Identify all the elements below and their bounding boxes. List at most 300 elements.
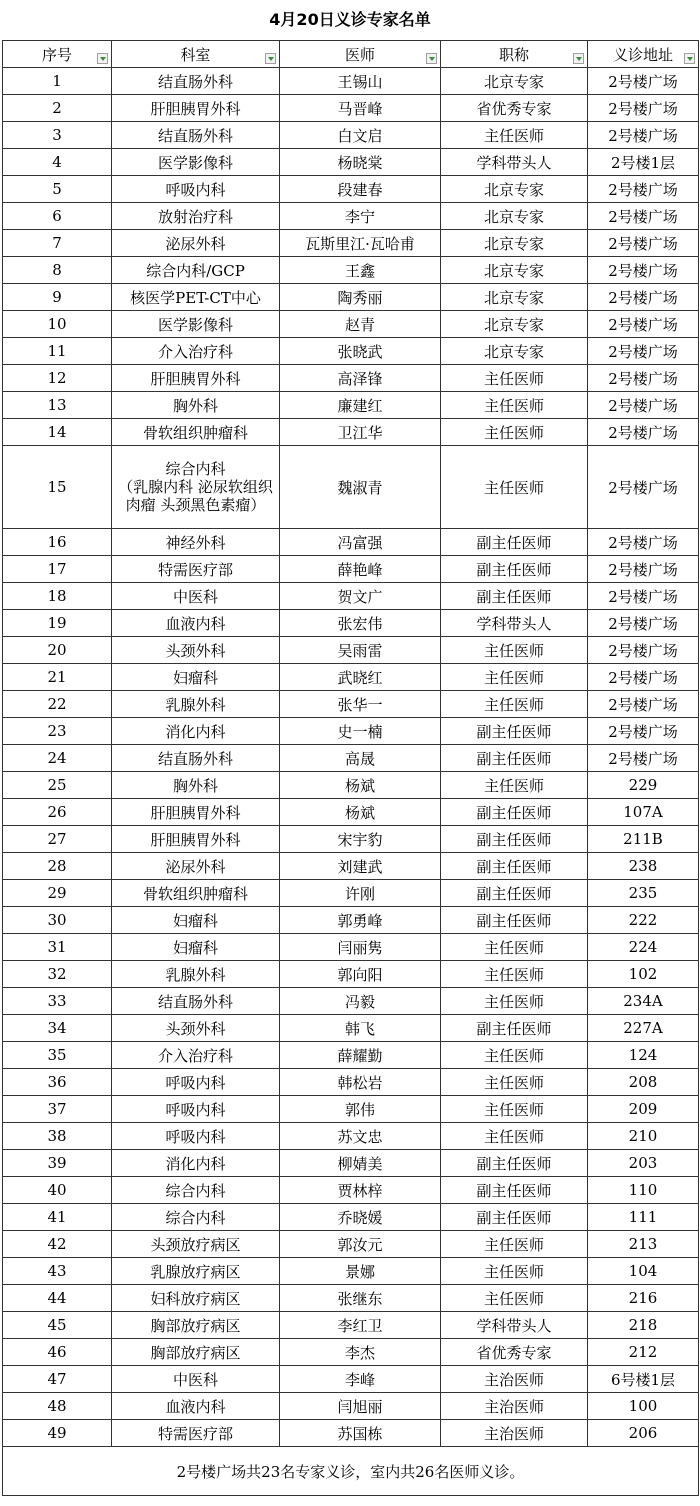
cell-department[interactable]: 呼吸内科 <box>112 176 280 203</box>
cell-department[interactable]: 综合内科 <box>112 1177 280 1204</box>
cell-title[interactable]: 主任医师 <box>441 365 588 392</box>
cell-department[interactable]: 结直肠外科 <box>112 68 280 95</box>
cell-title[interactable]: 北京专家 <box>441 230 588 257</box>
cell-index[interactable]: 37 <box>3 1096 112 1123</box>
cell-title[interactable]: 副主任医师 <box>441 1015 588 1042</box>
cell-title[interactable]: 主任医师 <box>441 934 588 961</box>
cell-index[interactable]: 5 <box>3 176 112 203</box>
cell-doctor[interactable]: 武晓红 <box>280 664 441 691</box>
cell-department[interactable]: 神经外科 <box>112 529 280 556</box>
cell-location[interactable]: 2号楼广场 <box>588 745 699 772</box>
cell-department[interactable]: 乳腺放疗病区 <box>112 1258 280 1285</box>
table-row <box>3 446 699 529</box>
cell-location[interactable]: 110 <box>588 1177 699 1204</box>
table-row <box>3 1339 699 1366</box>
cell-department[interactable]: 妇瘤科 <box>112 664 280 691</box>
cell-title[interactable]: 副主任医师 <box>441 1204 588 1231</box>
cell-title[interactable]: 主治医师 <box>441 1393 588 1420</box>
cell-index[interactable]: 22 <box>3 691 112 718</box>
cell-index[interactable]: 30 <box>3 907 112 934</box>
cell-location[interactable]: 2号楼广场 <box>588 529 699 556</box>
cell-location[interactable]: 2号楼1层 <box>588 149 699 176</box>
cell-doctor[interactable]: 郭伟 <box>280 1096 441 1123</box>
cell-index[interactable]: 43 <box>3 1258 112 1285</box>
cell-doctor[interactable]: 冯毅 <box>280 988 441 1015</box>
cell-title[interactable]: 副主任医师 <box>441 529 588 556</box>
cell-location[interactable]: 212 <box>588 1339 699 1366</box>
cell-department[interactable]: 泌尿外科 <box>112 230 280 257</box>
cell-department[interactable]: 头颈放疗病区 <box>112 1231 280 1258</box>
cell-title[interactable]: 主任医师 <box>441 419 588 446</box>
cell-index[interactable]: 33 <box>3 988 112 1015</box>
cell-location[interactable]: 107A <box>588 799 699 826</box>
cell-title[interactable]: 学科带头人 <box>441 149 588 176</box>
cell-doctor[interactable]: 段建春 <box>280 176 441 203</box>
cell-index[interactable]: 10 <box>3 311 112 338</box>
table-row <box>3 1069 699 1096</box>
cell-doctor[interactable]: 郭汝元 <box>280 1231 441 1258</box>
table-row <box>3 284 699 311</box>
cell-doctor[interactable]: 景娜 <box>280 1258 441 1285</box>
cell-title[interactable]: 主治医师 <box>441 1366 588 1393</box>
cell-location[interactable]: 2号楼广场 <box>588 610 699 637</box>
cell-department[interactable]: 泌尿外科 <box>112 853 280 880</box>
table-row <box>3 1312 699 1339</box>
cell-doctor[interactable]: 薛耀勤 <box>280 1042 441 1069</box>
cell-title[interactable]: 学科带头人 <box>441 1312 588 1339</box>
table-row <box>3 1096 699 1123</box>
cell-index[interactable]: 14 <box>3 419 112 446</box>
cell-location[interactable]: 104 <box>588 1258 699 1285</box>
cell-doctor[interactable]: 李杰 <box>280 1339 441 1366</box>
cell-doctor[interactable]: 闫旭丽 <box>280 1393 441 1420</box>
table-row <box>3 392 699 419</box>
cell-location[interactable]: 210 <box>588 1123 699 1150</box>
cell-department[interactable]: 医学影像科 <box>112 149 280 176</box>
cell-index[interactable]: 7 <box>3 230 112 257</box>
cell-doctor[interactable]: 廉建红 <box>280 392 441 419</box>
cell-title[interactable]: 北京专家 <box>441 311 588 338</box>
cell-index[interactable]: 38 <box>3 1123 112 1150</box>
cell-department[interactable]: 中医科 <box>112 1366 280 1393</box>
cell-location[interactable]: 2号楼广场 <box>588 664 699 691</box>
cell-department[interactable]: 肝胆胰胃外科 <box>112 799 280 826</box>
cell-location[interactable]: 2号楼广场 <box>588 392 699 419</box>
cell-department[interactable]: 头颈外科 <box>112 1015 280 1042</box>
cell-index[interactable]: 12 <box>3 365 112 392</box>
cell-location[interactable]: 229 <box>588 772 699 799</box>
table-row <box>3 419 699 446</box>
cell-department[interactable]: 妇瘤科 <box>112 907 280 934</box>
table-row <box>3 934 699 961</box>
cell-location[interactable]: 208 <box>588 1069 699 1096</box>
cell-title[interactable]: 北京专家 <box>441 257 588 284</box>
cell-doctor[interactable]: 史一楠 <box>280 718 441 745</box>
cell-doctor[interactable]: 许刚 <box>280 880 441 907</box>
cell-title[interactable]: 主任医师 <box>441 1123 588 1150</box>
cell-doctor[interactable]: 马晋峰 <box>280 95 441 122</box>
cell-location[interactable]: 2号楼广场 <box>588 691 699 718</box>
cell-department[interactable]: 肝胆胰胃外科 <box>112 95 280 122</box>
cell-index[interactable]: 1 <box>3 68 112 95</box>
cell-doctor[interactable]: 乔晓媛 <box>280 1204 441 1231</box>
cell-title[interactable]: 主任医师 <box>441 122 588 149</box>
cell-doctor[interactable]: 冯富强 <box>280 529 441 556</box>
cell-doctor[interactable]: 杨晓棠 <box>280 149 441 176</box>
cell-department[interactable]: 呼吸内科 <box>112 1123 280 1150</box>
cell-location[interactable]: 218 <box>588 1312 699 1339</box>
cell-index[interactable]: 15 <box>3 446 112 529</box>
cell-index[interactable]: 2 <box>3 95 112 122</box>
table-row <box>3 826 699 853</box>
cell-doctor[interactable]: 张晓武 <box>280 338 441 365</box>
cell-department[interactable]: 医学影像科 <box>112 311 280 338</box>
cell-doctor[interactable]: 贺文广 <box>280 583 441 610</box>
cell-index[interactable]: 8 <box>3 257 112 284</box>
cell-doctor[interactable]: 薛艳峰 <box>280 556 441 583</box>
cell-location[interactable]: 234A <box>588 988 699 1015</box>
cell-title[interactable]: 北京专家 <box>441 203 588 230</box>
cell-location[interactable]: 2号楼广场 <box>588 446 699 529</box>
cell-title[interactable]: 主任医师 <box>441 1069 588 1096</box>
cell-department[interactable]: 肝胆胰胃外科 <box>112 826 280 853</box>
cell-location[interactable]: 227A <box>588 1015 699 1042</box>
cell-doctor[interactable]: 贾林梓 <box>280 1177 441 1204</box>
cell-department[interactable]: 妇瘤科 <box>112 934 280 961</box>
cell-doctor[interactable]: 杨斌 <box>280 772 441 799</box>
cell-title[interactable]: 副主任医师 <box>441 718 588 745</box>
cell-location[interactable]: 235 <box>588 880 699 907</box>
cell-department[interactable]: 综合内科 <box>112 1204 280 1231</box>
cell-title[interactable]: 副主任医师 <box>441 880 588 907</box>
cell-index[interactable]: 34 <box>3 1015 112 1042</box>
cell-location[interactable]: 2号楼广场 <box>588 68 699 95</box>
cell-department[interactable]: 血液内科 <box>112 1393 280 1420</box>
cell-index[interactable]: 36 <box>3 1069 112 1096</box>
table-row <box>3 311 699 338</box>
cell-index[interactable]: 26 <box>3 799 112 826</box>
cell-title[interactable]: 主任医师 <box>441 961 588 988</box>
cell-doctor[interactable]: 苏文忠 <box>280 1123 441 1150</box>
cell-location[interactable]: 2号楼广场 <box>588 203 699 230</box>
table-row <box>3 1123 699 1150</box>
cell-doctor[interactable]: 陶秀丽 <box>280 284 441 311</box>
cell-index[interactable]: 39 <box>3 1150 112 1177</box>
cell-index[interactable]: 6 <box>3 203 112 230</box>
cell-title[interactable]: 北京专家 <box>441 284 588 311</box>
cell-doctor[interactable]: 韩松岩 <box>280 1069 441 1096</box>
table-row <box>3 1204 699 1231</box>
cell-title[interactable]: 北京专家 <box>441 338 588 365</box>
cell-title[interactable]: 主任医师 <box>441 1096 588 1123</box>
cell-title[interactable]: 省优秀专家 <box>441 95 588 122</box>
cell-index[interactable]: 35 <box>3 1042 112 1069</box>
cell-index[interactable]: 41 <box>3 1204 112 1231</box>
cell-location[interactable]: 209 <box>588 1096 699 1123</box>
cell-title[interactable]: 主任医师 <box>441 1258 588 1285</box>
cell-index[interactable]: 17 <box>3 556 112 583</box>
cell-location[interactable]: 2号楼广场 <box>588 311 699 338</box>
table-row <box>3 230 699 257</box>
cell-location[interactable]: 2号楼广场 <box>588 257 699 284</box>
cell-location[interactable]: 224 <box>588 934 699 961</box>
cell-doctor[interactable]: 魏淑青 <box>280 446 441 529</box>
cell-index[interactable]: 44 <box>3 1285 112 1312</box>
cell-location[interactable]: 2号楼广场 <box>588 583 699 610</box>
cell-doctor[interactable]: 张华一 <box>280 691 441 718</box>
cell-location[interactable]: 2号楼广场 <box>588 230 699 257</box>
filter-dropdown-icon[interactable] <box>573 53 584 64</box>
filter-dropdown-icon[interactable] <box>265 53 276 64</box>
table-row <box>3 1042 699 1069</box>
cell-doctor[interactable]: 白文启 <box>280 122 441 149</box>
cell-department[interactable]: 特需医疗部 <box>112 556 280 583</box>
cell-title[interactable]: 副主任医师 <box>441 745 588 772</box>
cell-department[interactable]: 胸部放疗病区 <box>112 1339 280 1366</box>
filter-dropdown-icon[interactable] <box>426 53 437 64</box>
cell-location[interactable]: 2号楼广场 <box>588 338 699 365</box>
table-row <box>3 1177 699 1204</box>
cell-department[interactable]: 核医学PET-CT中心 <box>112 284 280 311</box>
cell-location[interactable]: 2号楼广场 <box>588 365 699 392</box>
cell-doctor[interactable]: 张继东 <box>280 1285 441 1312</box>
cell-doctor[interactable]: 闫丽隽 <box>280 934 441 961</box>
cell-location[interactable]: 2号楼广场 <box>588 419 699 446</box>
header-row <box>3 41 699 68</box>
cell-doctor[interactable]: 韩飞 <box>280 1015 441 1042</box>
cell-department[interactable]: 骨软组织肿瘤科 <box>112 419 280 446</box>
cell-department[interactable]: 综合内科/GCP <box>112 257 280 284</box>
table-row <box>3 961 699 988</box>
table-row <box>3 176 699 203</box>
cell-title[interactable]: 主任医师 <box>441 392 588 419</box>
cell-location[interactable]: 206 <box>588 1420 699 1447</box>
cell-doctor[interactable]: 柳婧美 <box>280 1150 441 1177</box>
cell-department[interactable]: 结直肠外科 <box>112 988 280 1015</box>
cell-location[interactable]: 2号楼广场 <box>588 718 699 745</box>
cell-index[interactable]: 45 <box>3 1312 112 1339</box>
cell-department[interactable]: 胸外科 <box>112 392 280 419</box>
cell-doctor[interactable]: 李宁 <box>280 203 441 230</box>
cell-title[interactable]: 主任医师 <box>441 446 588 529</box>
table-row <box>3 610 699 637</box>
cell-department[interactable]: 介入治疗科 <box>112 338 280 365</box>
cell-location[interactable]: 211B <box>588 826 699 853</box>
cell-title[interactable]: 副主任医师 <box>441 799 588 826</box>
cell-index[interactable]: 42 <box>3 1231 112 1258</box>
cell-location[interactable]: 2号楼广场 <box>588 176 699 203</box>
cell-location[interactable]: 216 <box>588 1285 699 1312</box>
cell-doctor[interactable]: 李峰 <box>280 1366 441 1393</box>
table-row <box>3 556 699 583</box>
cell-department[interactable]: 胸外科 <box>112 772 280 799</box>
cell-department[interactable]: 骨软组织肿瘤科 <box>112 880 280 907</box>
cell-doctor[interactable]: 瓦斯里江·瓦哈甫 <box>280 230 441 257</box>
cell-department[interactable]: 结直肠外科 <box>112 122 280 149</box>
cell-title[interactable]: 主任医师 <box>441 1042 588 1069</box>
header-location: 义诊地址 <box>588 41 699 68</box>
table-row <box>3 1285 699 1312</box>
cell-department[interactable]: 放射治疗科 <box>112 203 280 230</box>
cell-location[interactable]: 102 <box>588 961 699 988</box>
cell-department[interactable]: 结直肠外科 <box>112 745 280 772</box>
cell-doctor[interactable]: 郭勇峰 <box>280 907 441 934</box>
cell-index[interactable]: 49 <box>3 1420 112 1447</box>
table-row <box>3 772 699 799</box>
cell-location[interactable]: 2号楼广场 <box>588 122 699 149</box>
cell-doctor[interactable]: 苏国栋 <box>280 1420 441 1447</box>
cell-department[interactable]: 肝胆胰胃外科 <box>112 365 280 392</box>
cell-title[interactable]: 北京专家 <box>441 68 588 95</box>
table-row <box>3 149 699 176</box>
cell-index[interactable]: 47 <box>3 1366 112 1393</box>
cell-title[interactable]: 副主任医师 <box>441 826 588 853</box>
cell-doctor[interactable]: 刘建武 <box>280 853 441 880</box>
cell-location[interactable]: 2号楼广场 <box>588 637 699 664</box>
cell-index[interactable]: 20 <box>3 637 112 664</box>
table-row <box>3 988 699 1015</box>
cell-location[interactable]: 2号楼广场 <box>588 95 699 122</box>
cell-index[interactable]: 31 <box>3 934 112 961</box>
cell-location[interactable]: 6号楼1层 <box>588 1366 699 1393</box>
table-row <box>3 95 699 122</box>
footer-row <box>3 1447 699 1496</box>
cell-doctor[interactable]: 李红卫 <box>280 1312 441 1339</box>
cell-doctor[interactable]: 郭向阳 <box>280 961 441 988</box>
cell-doctor[interactable]: 高泽锋 <box>280 365 441 392</box>
filter-dropdown-icon[interactable] <box>97 53 108 64</box>
cell-doctor[interactable]: 张宏伟 <box>280 610 441 637</box>
cell-title[interactable]: 主治医师 <box>441 1420 588 1447</box>
header-department: 科室 <box>112 41 280 68</box>
cell-index[interactable]: 18 <box>3 583 112 610</box>
cell-title[interactable]: 主任医师 <box>441 637 588 664</box>
cell-title[interactable]: 省优秀专家 <box>441 1339 588 1366</box>
cell-department[interactable]: 妇科放疗病区 <box>112 1285 280 1312</box>
cell-department[interactable]: 胸部放疗病区 <box>112 1312 280 1339</box>
cell-doctor[interactable]: 卫江华 <box>280 419 441 446</box>
table-row <box>3 68 699 95</box>
cell-title[interactable]: 主任医师 <box>441 772 588 799</box>
cell-doctor[interactable]: 高晟 <box>280 745 441 772</box>
cell-index[interactable]: 4 <box>3 149 112 176</box>
cell-department[interactable]: 呼吸内科 <box>112 1069 280 1096</box>
cell-index[interactable]: 48 <box>3 1393 112 1420</box>
table-row <box>3 1150 699 1177</box>
cell-doctor[interactable]: 王鑫 <box>280 257 441 284</box>
cell-location[interactable]: 111 <box>588 1204 699 1231</box>
table-row <box>3 1420 699 1447</box>
header-title: 职称 <box>441 41 588 68</box>
cell-title[interactable]: 副主任医师 <box>441 853 588 880</box>
cell-department[interactable]: 介入治疗科 <box>112 1042 280 1069</box>
cell-location[interactable]: 238 <box>588 853 699 880</box>
cell-doctor[interactable]: 赵青 <box>280 311 441 338</box>
cell-index[interactable]: 13 <box>3 392 112 419</box>
table-row <box>3 338 699 365</box>
cell-department[interactable]: 呼吸内科 <box>112 1096 280 1123</box>
cell-doctor[interactable]: 杨斌 <box>280 799 441 826</box>
table-row <box>3 1015 699 1042</box>
table-row <box>3 745 699 772</box>
cell-title[interactable]: 学科带头人 <box>441 610 588 637</box>
cell-location[interactable]: 100 <box>588 1393 699 1420</box>
cell-index[interactable]: 24 <box>3 745 112 772</box>
cell-department[interactable]: 血液内科 <box>112 610 280 637</box>
cell-title[interactable]: 主任医师 <box>441 1285 588 1312</box>
cell-title[interactable]: 主任医师 <box>441 691 588 718</box>
cell-index[interactable]: 32 <box>3 961 112 988</box>
cell-index[interactable]: 28 <box>3 853 112 880</box>
cell-location[interactable]: 222 <box>588 907 699 934</box>
table-row <box>3 365 699 392</box>
cell-title[interactable]: 副主任医师 <box>441 556 588 583</box>
cell-doctor[interactable]: 王锡山 <box>280 68 441 95</box>
cell-index[interactable]: 19 <box>3 610 112 637</box>
cell-location[interactable]: 203 <box>588 1150 699 1177</box>
cell-index[interactable]: 23 <box>3 718 112 745</box>
cell-title[interactable]: 主任医师 <box>441 664 588 691</box>
table-row <box>3 664 699 691</box>
table-row <box>3 718 699 745</box>
table-row <box>3 853 699 880</box>
cell-department[interactable]: 中医科 <box>112 583 280 610</box>
cell-department[interactable]: 特需医疗部 <box>112 1420 280 1447</box>
cell-department[interactable]: 乳腺外科 <box>112 961 280 988</box>
table-row <box>3 122 699 149</box>
cell-title[interactable]: 北京专家 <box>441 176 588 203</box>
header-doctor: 医师 <box>280 41 441 68</box>
table-row <box>3 583 699 610</box>
cell-doctor[interactable]: 吴雨雷 <box>280 637 441 664</box>
cell-department[interactable]: 消化内科 <box>112 718 280 745</box>
table-row <box>3 691 699 718</box>
table-row <box>3 1393 699 1420</box>
cell-location[interactable]: 124 <box>588 1042 699 1069</box>
cell-title[interactable]: 主任医师 <box>441 988 588 1015</box>
cell-title[interactable]: 副主任医师 <box>441 1150 588 1177</box>
cell-location[interactable]: 213 <box>588 1231 699 1258</box>
cell-title[interactable]: 副主任医师 <box>441 1177 588 1204</box>
cell-department[interactable]: 综合内科 （乳腺内科 泌尿软组织肉瘤 头颈黑色素瘤） <box>112 446 280 529</box>
filter-dropdown-icon[interactable] <box>684 53 695 64</box>
cell-index[interactable]: 27 <box>3 826 112 853</box>
table-row <box>3 1231 699 1258</box>
cell-index[interactable]: 21 <box>3 664 112 691</box>
cell-index[interactable]: 11 <box>3 338 112 365</box>
cell-index[interactable]: 16 <box>3 529 112 556</box>
cell-index[interactable]: 25 <box>3 772 112 799</box>
cell-index[interactable]: 46 <box>3 1339 112 1366</box>
cell-index[interactable]: 9 <box>3 284 112 311</box>
cell-title[interactable]: 副主任医师 <box>441 907 588 934</box>
table-row <box>3 1258 699 1285</box>
cell-location[interactable]: 2号楼广场 <box>588 556 699 583</box>
cell-index[interactable]: 29 <box>3 880 112 907</box>
cell-location[interactable]: 2号楼广场 <box>588 284 699 311</box>
table-row <box>3 203 699 230</box>
cell-index[interactable]: 3 <box>3 122 112 149</box>
cell-title[interactable]: 副主任医师 <box>441 583 588 610</box>
cell-title[interactable]: 主任医师 <box>441 1231 588 1258</box>
table-row <box>3 1366 699 1393</box>
sheet-title: 4月20日义诊专家名单 <box>269 10 431 29</box>
cell-doctor[interactable]: 宋宇豹 <box>280 826 441 853</box>
cell-index[interactable]: 40 <box>3 1177 112 1204</box>
cell-department[interactable]: 乳腺外科 <box>112 691 280 718</box>
cell-department[interactable]: 头颈外科 <box>112 637 280 664</box>
cell-department[interactable]: 消化内科 <box>112 1150 280 1177</box>
